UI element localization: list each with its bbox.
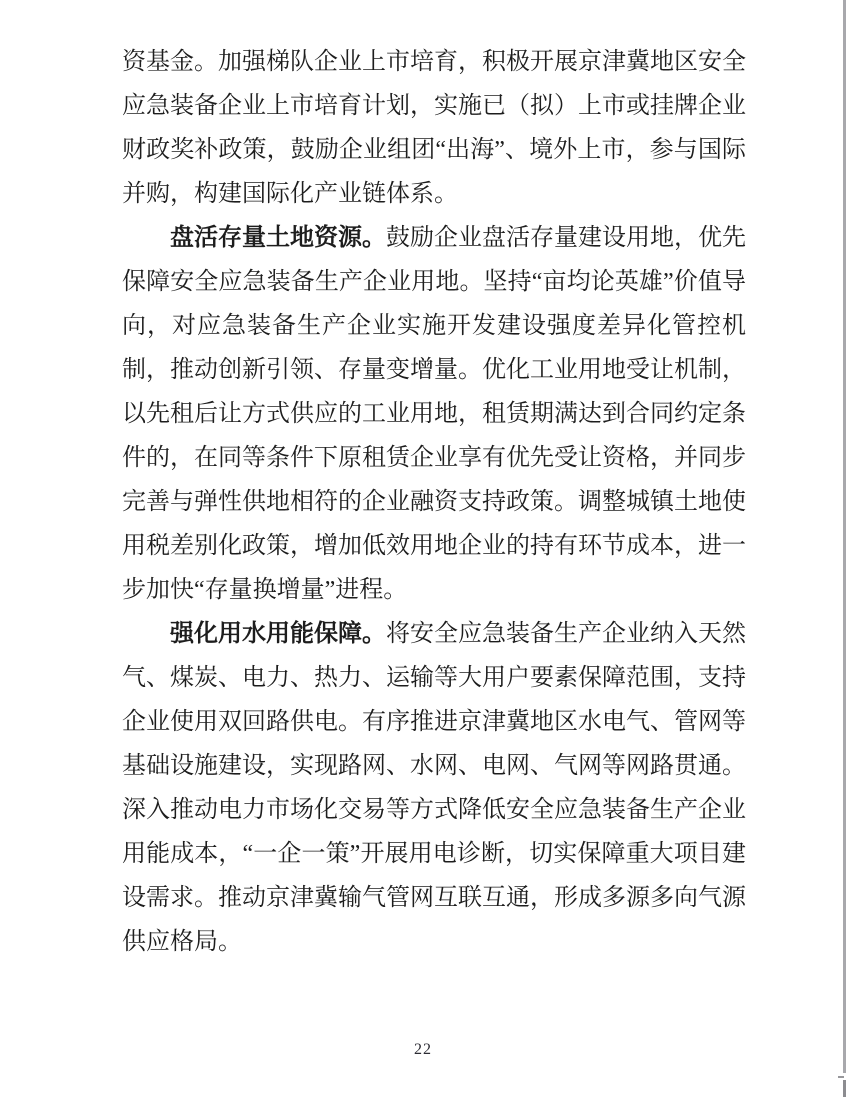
paragraph-water-energy [122, 612, 746, 964]
paragraph-lead: 盘活存量土地资源。 [170, 225, 386, 251]
document-body [122, 40, 746, 964]
paragraph-land-resources [122, 216, 746, 612]
paragraph-lead: 强化用水用能保障。 [170, 621, 386, 647]
page-number: 22 [414, 1041, 432, 1058]
page-edge-tick [838, 1076, 844, 1078]
paragraph-text: 将安全应急装备生产企业纳入天然气、煤炭、电力、热力、运输等大用户要素保障范围，支持企业使用双回路供电。有序推进京津冀地区水电气、管网等基础设施建设，实现路网、水网、电网、气网等网路贯通。深入推动电力市场化交易等方式降低安全应急装备生产企业用能成本，“一企一策”开展用电诊断，切实保障重大项目建设需求。推动京津冀输气管网互联互通，形成多源多向气源供应格局。 [122, 621, 746, 955]
paragraph-text: 资基金。加强梯队企业上市培育，积极开展京津冀地区安全应急装备企业上市培育计划，实施已（拟）上市或挂牌企业财政奖补政策，鼓励企业组团“出海”、境外上市，参与国际并购，构建国际化产业链体系。 [122, 49, 746, 207]
paragraph-text: 鼓励企业盘活存量建设用地，优先保障安全应急装备生产企业用地。坚持“亩均论英雄”价值导向，对应急装备生产企业实施开发建设强度差异化管控机制，推动创新引领、存量变增量。优化工业用地受让机制，以先租后让方式供应的工业用地，租赁期满达到合同约定条件的，在同等条件下原租赁企业享有优先受让资格，并同步完善与弹性供地相符的企业融资支持政策。调整城镇土地使用税差别化政策，增加低效用地企业的持有环节成本，进一步加快“存量换增量”进程。 [122, 225, 746, 603]
paragraph-continuation [122, 40, 746, 216]
